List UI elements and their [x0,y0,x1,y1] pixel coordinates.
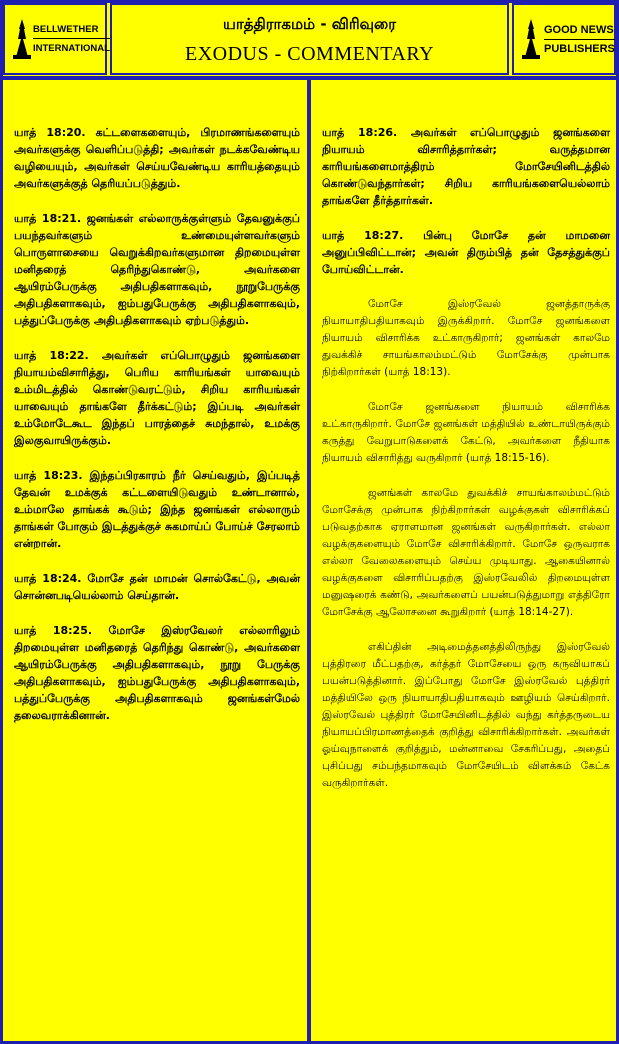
commentary-paragraph: மோசே ஜனங்களை நியாயம் விசாரிக்க உட்காருகிறார். மோசே ஜனங்கள் மத்தியில் உண்டாயிருக்கும் கருத்து வேறுபாடுகளைக் கேட்டு, அவர்களை நீதியாக நியாயம் விசாரித்து வருகிறார் (யாத் 18:15-16). [322,401,610,464]
commentary-paragraph: ஜனங்கள் காலமே துவக்கிச் சாயங்காலம்மட்டும் மோசேக்கு முன்பாக நிற்கிறார்கள் வழக்குகள் விசாரிக்கப் படுவதற்காக ஏராளமான ஜனங்கள் வருகிறார்கள். எல்லா வழக்குகளையும் மோசே விசாரிக்கிறார். மோசே ஒருவராக எல்லா வேலைகளையும் செய்ய முடியாது. ஆகையினால் வழக்குகளை விசாரிப்பதற்கு இஸ்ரவேலில் திறமையுள்ள மனுஷரைக் கண்டு, அவர்களைப் பயன்படுத்துமாறு எத்திரோ மோசேக்கு ஆலோசனை கூறுகிறார் (யாத் 18:14-27). [322,487,610,618]
bellwether-logo-text [33,24,110,55]
verse-18-23: யாத் 18:23. இந்தப்பிரகாரம் நீர் செய்வதும், இப்படித் தேவன் உமக்குக் கட்டளையிடுவதும் உண்டானால், உம்மாலே தாங்கக் கூடும்; இந்த ஜனங்கள் எல்லாரும் தாங்கள் போகும் இடத்துக்குச் சுகமாய்ப் போய்ச் சேரலாம் என்றான். [14,469,300,550]
verse-18-26: யாத் 18:26. அவர்கள் எப்பொழுதும் ஜனங்களை நியாயம் விசாரித்தார்கள்; வருத்தமான காரியங்களைமாத்திரம் மோசேயினிடத்தில் கொண்டுவந்தார்கள்; சிறிய காரியங்களையெல்லாம் தாங்களே தீர்த்தார்கள். [322,126,610,207]
commentary-paragraph: மோசே இஸ்ரவேல் ஜனத்தாருக்கு நியாயாதிபதியாகவும் இருக்கிறார். மோசே ஜனங்களை நியாயம் விசாரிக்க உட்காருகிறார்; ஜனங்கள் காலமே துவக்கிச் சாயங்காலம்மட்டும் மோசேக்கு முன்பாக நிற்கிறார்கள் (யாத் 18:13). [322,298,610,378]
bellwether-logo [3,3,110,75]
bellwether-line1: BELLWETHER [33,24,99,35]
commentary-paragraph: எகிப்தின் அடிமைத்தனத்திலிருந்து இஸ்ரவேல் புத்திரரை மீட்பதற்கு, கர்த்தர் மோசேயை ஒரு கருவியாகப் பயன்படுத்தினார். இப்போது மோசே இஸ்ரவேல் புத்திரர் மத்தியிலே ஒரு நியாயாதிபதியாகவும் ஊழியம் செய்கிறார். இஸ்ரவேல் புத்திரர் மோசேயினிடத்தில் வந்து கர்த்தருடைய நியாயப்பிரமாணத்தைக் குறித்து விசாரிக்கிறார்கள். அவர்கள் ஓய்வுநாளைக் குறித்தும், மன்னாவை சேகரிப்பது, அதைப் புசிப்பது சம்பந்தமாகவும் மோசேயிடம் விளக்கம் கேட்க வருகிறார்கள். [322,641,610,789]
column-divider [307,80,311,1044]
bellwether-logo-icon [11,19,33,59]
verse-18-25: யாத் 18:25. மோசே இஸ்ரவேலர் எல்லாரிலும் திறமையுள்ள மனிதரைத் தெரிந்து கொண்டு, அவர்களை ஆயிரம்பேருக்கு அதிபதிகளாகவும், நூறு பேருக்கு அதிபதிகளாகவும், ஐம்பதுபேருக்கு அதிபதிகளாகவும், பத்துப்பேருக்கு அதிபதிகளாகவும் ஜனங்கள்மேல் தலைவராக்கினான். [14,624,300,722]
header [0,0,619,78]
page-title-tamil: யாத்திராகமம் - விரிவுரை [223,15,396,33]
page-title-english: EXODUS - COMMENTARY [184,43,435,65]
good-news-logo-icon [520,19,542,59]
good-news-logo [512,3,616,75]
bellwether-line2: INTERNATIONAL [33,43,110,54]
verse-18-20: யாத் 18:20. கட்டளைகளையும், பிரமாணங்களையும் அவர்களுக்கு வெளிப்படுத்தி; அவர்கள் நடக்கவேண்டிய வழியையும், அவர்கள் செய்யவேண்டிய காரியத்தையும் அவர்களுக்குத் தெரியப்படுத்தும். [14,126,300,190]
left-column [6,80,306,742]
verse-18-24: யாத் 18:24. மோசே தன் மாமன் சொல்கேட்டு, அவன் சொன்னபடியெல்லாம் செய்தான். [14,572,300,602]
verse-18-21: யாத் 18:21. ஜனங்கள் எல்லாருக்குள்ளும் தேவனுக்குப் பயந்தவர்களும் உண்மையுள்ளவர்களும் பொருளாசையை வெறுக்கிறவர்களுமான திறமையுள்ள மனிதரைத் தெரிந்துகொண்டு, அவர்களை ஆயிரம்பேருக்கு அதிபதிகளாகவும், நூறுபேருக்கு அதிபதிகளாகவும், ஐம்பதுபேருக்கு அதிபதிகளாகவும், பத்துப்பேருக்கு அதிபதிகளாகவும் ஏற்படுத்தும். [14,212,300,327]
good-news-line2: PUBLISHERS [544,43,615,55]
right-column [314,80,616,810]
good-news-line1: GOOD NEWS [544,24,614,36]
verse-18-22: யாத் 18:22. அவர்கள் எப்பொழுதும் ஜனங்களை நியாயம்விசாரித்து, பெரிய காரியங்கள் யாவையும் உம்மிடத்தில் கொண்டுவரட்டும், சிறிய காரியங்கள் யாவையும் தாங்களே தீர்க்கட்டும்; இப்படி அவர்கள் உம்மோடேகூட இந்தப் பாரத்தைச் சுமந்தால், உமக்கு இலகுவாயிருக்கும். [14,349,300,447]
verse-18-27: யாத் 18:27. பின்பு மோசே தன் மாமனை அனுப்பிவிட்டான்; அவன் திரும்பித் தன் தேசத்துக்குப் போய்விட்டான். [322,229,610,276]
title-box [110,3,509,75]
good-news-logo-text [544,24,615,56]
